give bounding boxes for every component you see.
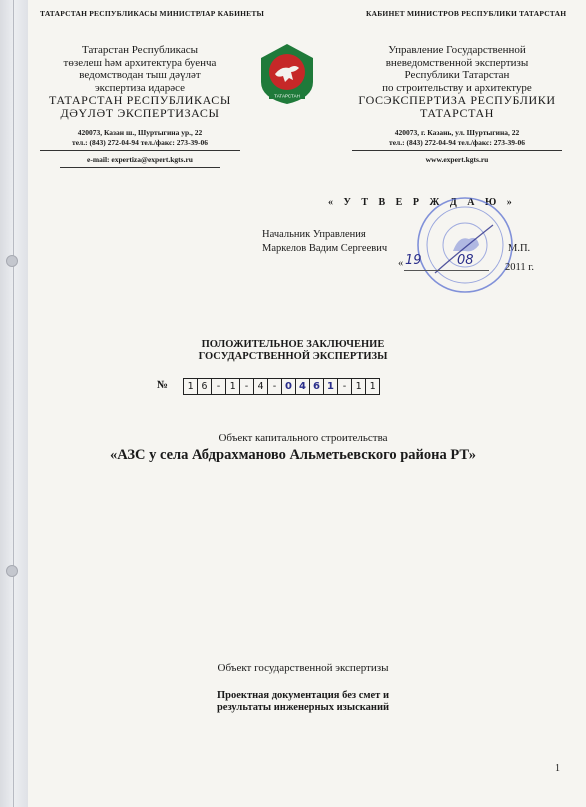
expertise-object-label: Объект государственной экспертизы xyxy=(217,662,389,674)
object-label: Объект капитального строительства xyxy=(218,432,388,444)
approval-heading: « У Т В Е Р Ж Д А Ю » xyxy=(328,197,516,208)
left-header-block xyxy=(40,44,240,119)
object-name: «АЗС у села Абдрахманово Альметьевского района РТ» xyxy=(110,447,476,463)
number-cell: 4 xyxy=(253,378,268,395)
left-header-line: экспертиза идарәсе xyxy=(94,81,186,94)
number-cell: 1 xyxy=(365,378,380,395)
left-divider-2 xyxy=(60,167,220,168)
approval-name: Маркелов Вадим Сергеевич xyxy=(262,243,388,254)
tatarstan-emblem-icon xyxy=(255,42,319,106)
date-day: 19 xyxy=(405,253,422,268)
right-header-line: Управление Государственной xyxy=(388,44,526,56)
right-header-line: вневедомственной экспертизы xyxy=(385,56,529,69)
right-header-big: ТАТАРСТАН xyxy=(419,105,495,120)
left-phone-line: тел.: (843) 272-04-94 тел./факс: 273-39-06 xyxy=(72,138,208,147)
date-month: 08 xyxy=(457,253,474,268)
date-year: 2011 г. xyxy=(505,262,534,273)
punch-hole xyxy=(6,565,18,577)
number-cell: 6 xyxy=(309,378,324,395)
left-divider xyxy=(40,150,240,151)
binding-fold xyxy=(13,0,14,807)
registration-number xyxy=(183,378,379,395)
expertise-object-line-1: Проектная документация без смет и xyxy=(216,690,390,701)
left-header-line: ведомстводан тыш дәүләт xyxy=(79,69,201,81)
right-address-line: 420073, г. Казань, ул. Шуртыгина, 22 xyxy=(394,128,520,137)
emblem-caption: ТАТАРСТАН xyxy=(274,93,300,99)
right-header-block xyxy=(352,44,562,119)
binding-strip xyxy=(0,0,28,807)
right-header-line: по строительству и архитектуре xyxy=(382,81,532,94)
approval-mp: М.П. xyxy=(508,243,531,254)
number-cell: 1 xyxy=(351,378,366,395)
right-web: www.expert.kgts.ru xyxy=(425,155,489,164)
conclusion-title-1: ПОЛОЖИТЕЛЬНОЕ ЗАКЛЮЧЕНИЕ xyxy=(201,339,385,350)
approval-position: Начальник Управления xyxy=(262,229,366,240)
number-cell: 0 xyxy=(281,378,296,395)
right-header-top: КАБИНЕТ МИНИСТРОВ РЕСПУБЛИКИ ТАТАРСТАН xyxy=(366,9,567,18)
right-address xyxy=(352,128,562,148)
date-open-quote: « xyxy=(398,258,404,269)
number-cell: - xyxy=(337,378,352,395)
page-number: 1 xyxy=(555,763,560,774)
right-header-line: Республики Татарстан xyxy=(404,69,510,81)
punch-hole xyxy=(6,255,18,267)
number-cell: - xyxy=(267,378,282,395)
right-header-big: ГОСЭКСПЕРТИЗА РЕСПУБЛИКИ xyxy=(358,93,556,107)
number-cell: 1 xyxy=(183,378,198,395)
number-cell: 4 xyxy=(295,378,310,395)
conclusion-title-2: ГОСУДАРСТВЕННОЙ ЭКСПЕРТИЗЫ xyxy=(198,351,388,362)
right-phone-line: тел.: (843) 272-04-94 тел./факс: 273-39-06 xyxy=(389,138,525,147)
number-cell: - xyxy=(211,378,226,395)
number-cell: 1 xyxy=(323,378,338,395)
number-cell: - xyxy=(239,378,254,395)
left-address-line: 420073, Казан ш., Шуртыгина ур., 22 xyxy=(77,128,203,137)
expertise-object-line-2: результаты инженерных изысканий xyxy=(216,702,390,713)
number-cell: 1 xyxy=(225,378,240,395)
number-cell: 6 xyxy=(197,378,212,395)
left-email: e-mail: expertiza@expert.kgts.ru xyxy=(87,155,193,164)
left-header-line: Татарстан Республикасы xyxy=(82,44,198,56)
left-address xyxy=(40,128,240,148)
date-underline xyxy=(404,270,489,271)
left-header-top: ТАТАРСТАН РЕСПУБЛИКАСЫ МИНИСТРЛАР КАБИНЕТЫ xyxy=(40,9,265,18)
left-header-big: ТАТАРСТАН РЕСПУБЛИКАСЫ xyxy=(49,93,231,107)
left-header-line: төзелеш һәм архитектура буенча xyxy=(63,56,217,69)
number-label: № xyxy=(157,379,169,391)
official-seal-icon xyxy=(415,195,515,295)
left-header-big: ДӘҮЛӘТ ЭКСПЕРТИЗАСЫ xyxy=(60,105,220,120)
right-divider xyxy=(352,150,562,151)
